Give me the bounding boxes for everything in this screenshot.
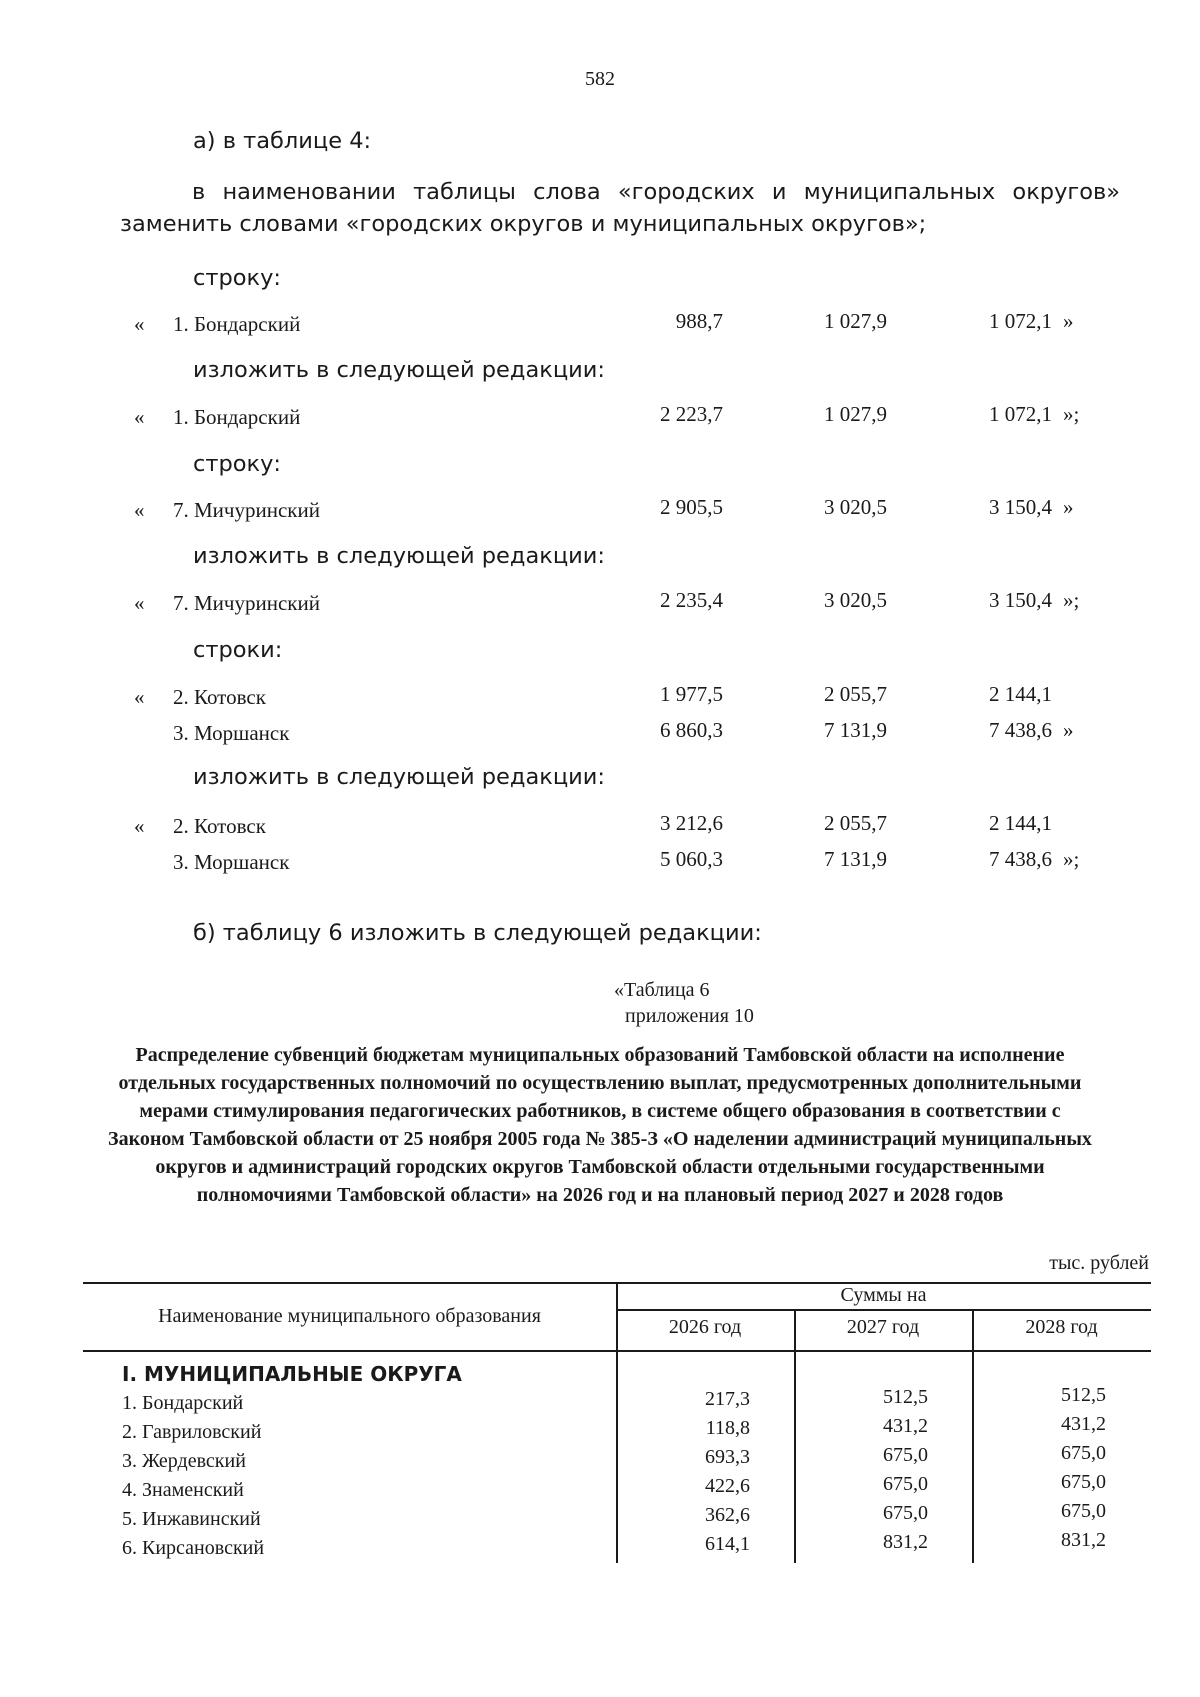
amendment-3-old-label: строки: bbox=[193, 637, 283, 663]
value-2026: 5 060,3 bbox=[660, 847, 723, 871]
value-2026: 2 905,5 bbox=[660, 495, 723, 519]
amendment-2-old-label: строку: bbox=[193, 451, 282, 477]
value-2028: 2 144,1 bbox=[989, 682, 1052, 706]
table-col-divider bbox=[794, 1309, 796, 1563]
value-2028: 3 150,4 bbox=[989, 495, 1052, 519]
col-header-2028: 2028 год bbox=[1025, 1316, 1098, 1338]
row-name: 1. Бондарский bbox=[173, 312, 301, 336]
row-name: 2. Гавриловский bbox=[122, 1421, 262, 1443]
table-title: Распределение субвенций бюджетам муниципальных образований Тамбовской области на исполнение отдельных государственных полномочий по осуществлению выплат, предусмотренных дополнительными мерами стимулирования педагогических работников, в системе общего образования в соответствии с Законом Тамбовской области от 25 ноября 2005 года № 385-З «О наделении администраций муниципальных округов и администраций городских округов Тамбовской области отдельными государственными полномочиями Тамбовской области» на 2026 год и на плановый период 2027 и 2028 годов bbox=[108, 1044, 1092, 1206]
value-2028: 7 438,6 bbox=[989, 847, 1052, 871]
value-2026: 362,6 bbox=[705, 1504, 750, 1526]
open-quote: « bbox=[134, 312, 145, 336]
value-2027: 675,0 bbox=[883, 1444, 928, 1466]
table-section-title: I. МУНИЦИПАЛЬНЫЕ ОКРУГА bbox=[122, 1362, 462, 1386]
value-2028: 831,2 bbox=[1061, 1529, 1106, 1551]
value-2027: 2 055,7 bbox=[824, 682, 887, 706]
value-2026: 614,1 bbox=[705, 1533, 750, 1555]
value-2026: 988,7 bbox=[675, 309, 723, 333]
open-quote: « bbox=[134, 814, 145, 838]
value-2027: 2 055,7 bbox=[824, 811, 887, 835]
row-name: 2. Котовск bbox=[173, 685, 266, 709]
value-2027: 1 027,9 bbox=[824, 309, 887, 333]
row-name: 4. Знаменский bbox=[122, 1479, 244, 1501]
page-number: 582 bbox=[585, 68, 615, 90]
value-2028: 431,2 bbox=[1061, 1413, 1106, 1435]
value-2027: 3 020,5 bbox=[824, 588, 887, 612]
value-2027: 3 020,5 bbox=[824, 495, 887, 519]
table-caption-line1: «Таблица 6 bbox=[614, 979, 710, 1001]
value-2027: 675,0 bbox=[883, 1502, 928, 1524]
value-2027: 7 131,9 bbox=[824, 847, 887, 871]
value-2027: 1 027,9 bbox=[824, 402, 887, 426]
value-2028: 512,5 bbox=[1061, 1384, 1106, 1406]
section-a-heading: а) в таблице 4: bbox=[193, 128, 372, 154]
value-2026: 217,3 bbox=[705, 1388, 750, 1410]
close-quote: »; bbox=[1063, 588, 1080, 612]
row-name: 1. Бондарский bbox=[173, 405, 301, 429]
units-label: тыс. рублей bbox=[1049, 1252, 1149, 1274]
open-quote: « bbox=[134, 405, 145, 429]
row-name: 3. Моршанск bbox=[173, 721, 290, 745]
value-2026: 3 212,6 bbox=[660, 811, 723, 835]
col-header-2027: 2027 год bbox=[846, 1316, 920, 1338]
row-name: 7. Мичуринский bbox=[173, 498, 320, 522]
value-2027: 675,0 bbox=[883, 1473, 928, 1495]
value-2027: 831,2 bbox=[883, 1531, 928, 1553]
close-quote: »; bbox=[1063, 847, 1080, 871]
value-2028: 1 072,1 bbox=[989, 402, 1052, 426]
open-quote: « bbox=[134, 498, 145, 522]
row-name: 3. Жердевский bbox=[122, 1450, 246, 1472]
row-name: 1. Бондарский bbox=[122, 1392, 244, 1414]
value-2026: 422,6 bbox=[705, 1475, 750, 1497]
col-header-name: Наименование муниципального образования bbox=[158, 1305, 541, 1327]
amendment-1-new-label: изложить в следующей редакции: bbox=[193, 357, 605, 383]
col-header-sums: Суммы на bbox=[840, 1284, 927, 1306]
row-name: 7. Мичуринский bbox=[173, 591, 320, 615]
value-2026: 2 235,4 bbox=[660, 588, 723, 612]
close-quote: » bbox=[1063, 495, 1074, 519]
open-quote: « bbox=[134, 685, 145, 709]
value-2028: 675,0 bbox=[1061, 1442, 1106, 1464]
row-name: 2. Котовск bbox=[173, 814, 266, 838]
row-name: 5. Инжавинский bbox=[122, 1508, 261, 1530]
value-2028: 3 150,4 bbox=[989, 588, 1052, 612]
value-2027: 512,5 bbox=[883, 1386, 928, 1408]
table-caption-line2: приложения 10 bbox=[625, 1005, 754, 1027]
value-2026: 2 223,7 bbox=[660, 402, 723, 426]
section-b-heading: б) таблицу 6 изложить в следующей редакции: bbox=[193, 920, 762, 946]
amendment-3-new-label: изложить в следующей редакции: bbox=[193, 764, 605, 790]
row-name: 6. Кирсановский bbox=[122, 1537, 265, 1559]
row-name: 3. Моршанск bbox=[173, 850, 290, 874]
value-2028: 1 072,1 bbox=[989, 309, 1052, 333]
section-a-intro: в наименовании таблицы слова «городских и муниципальных округов» заменить словами «городских округов и муниципальных округов»; bbox=[120, 179, 1120, 237]
value-2028: 675,0 bbox=[1061, 1471, 1106, 1493]
close-quote: »; bbox=[1063, 402, 1080, 426]
table-sums-rule bbox=[616, 1309, 1151, 1311]
value-2027: 431,2 bbox=[883, 1415, 928, 1437]
col-header-2026: 2026 год bbox=[668, 1316, 742, 1338]
value-2028: 7 438,6 bbox=[989, 718, 1052, 742]
open-quote: « bbox=[134, 591, 145, 615]
value-2026: 693,3 bbox=[705, 1446, 750, 1468]
value-2026: 118,8 bbox=[705, 1417, 750, 1439]
close-quote: » bbox=[1063, 718, 1074, 742]
table-col-divider bbox=[972, 1309, 974, 1563]
value-2026: 1 977,5 bbox=[660, 682, 723, 706]
amendment-1-old-label: строку: bbox=[193, 265, 282, 291]
value-2027: 7 131,9 bbox=[824, 718, 887, 742]
value-2026: 6 860,3 bbox=[660, 718, 723, 742]
value-2028: 2 144,1 bbox=[989, 811, 1052, 835]
value-2028: 675,0 bbox=[1061, 1500, 1106, 1522]
amendment-2-new-label: изложить в следующей редакции: bbox=[193, 543, 605, 569]
close-quote: » bbox=[1063, 309, 1074, 333]
